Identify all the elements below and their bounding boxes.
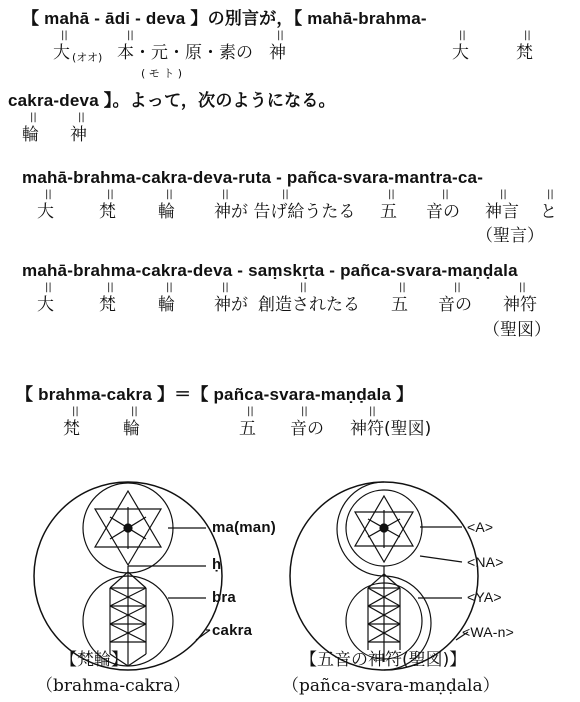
gloss-on-no: 音の bbox=[438, 295, 472, 315]
gloss-kami-tsugetamau: 神が 告げ給うたる bbox=[214, 202, 356, 222]
brahma-cakra-figure bbox=[34, 482, 222, 670]
eq-mark: || bbox=[301, 406, 308, 417]
eq-mark: || bbox=[247, 406, 254, 417]
gloss-kami: 神 bbox=[269, 43, 286, 63]
eq-mark: || bbox=[524, 30, 531, 41]
line5-roman: 【 brahma-cakra 】＝【 pañca-svara-maṇḍala 】 bbox=[16, 385, 414, 404]
gloss-moto: 本・元・原・素の bbox=[117, 43, 253, 63]
gloss-rin: 輪 bbox=[123, 419, 140, 439]
eq-mark: || bbox=[442, 189, 449, 200]
eq-mark: || bbox=[519, 282, 526, 293]
eq-mark: || bbox=[78, 112, 85, 123]
caption-right-jp: 【五音の神符(聖図)】 bbox=[300, 650, 467, 670]
label-ya: <YA> bbox=[467, 589, 502, 605]
gloss-dai: 大 bbox=[37, 202, 54, 222]
panca-svara-mandala-figure bbox=[290, 482, 478, 670]
eq-mark: || bbox=[45, 282, 52, 293]
gloss-dai: 大 bbox=[53, 43, 70, 63]
eq-mark: || bbox=[131, 406, 138, 417]
gloss-go: 五 bbox=[380, 202, 397, 222]
eq-mark: || bbox=[500, 189, 507, 200]
eq-mark: || bbox=[388, 189, 395, 200]
eq-mark: || bbox=[72, 406, 79, 417]
gloss-dai: 大 bbox=[37, 295, 54, 315]
note-seigen: （聖言） bbox=[476, 226, 544, 246]
gloss-go: 五 bbox=[239, 419, 256, 439]
gloss-shingen: 神言 bbox=[485, 202, 519, 222]
label-visarga: ḥ bbox=[212, 556, 222, 573]
gloss-bon: 梵 bbox=[63, 419, 80, 439]
gloss-souzou: 創造されたる bbox=[258, 295, 360, 315]
gloss-reading-oo: (オオ) bbox=[72, 51, 103, 64]
gloss-rin: 輪 bbox=[158, 202, 175, 222]
eq-mark: || bbox=[61, 30, 68, 41]
line2-roman: cakra-deva 】。よって，次のようになる。 bbox=[8, 91, 336, 110]
gloss-on-no: 音の bbox=[290, 419, 324, 439]
gloss-shinpu-seizu: 神符(聖図) bbox=[350, 419, 432, 439]
eq-mark: || bbox=[166, 282, 173, 293]
eq-mark: || bbox=[369, 406, 376, 417]
gloss-bon: 梵 bbox=[99, 202, 116, 222]
gloss-reading-moto: ( モ ト ) bbox=[141, 67, 183, 80]
eq-mark: || bbox=[222, 282, 229, 293]
gloss-on-no: 音の bbox=[426, 202, 460, 222]
caption-right-roman: （pañca-svara-maṇḍala） bbox=[282, 676, 500, 696]
caption-left-jp: 【梵輪】 bbox=[60, 650, 128, 670]
label-a: <A> bbox=[467, 519, 494, 535]
eq-mark: || bbox=[45, 189, 52, 200]
eq-mark: || bbox=[107, 282, 114, 293]
eq-mark: || bbox=[30, 112, 37, 123]
gloss-rin: 輪 bbox=[158, 295, 175, 315]
gloss-kami-ga: 神が bbox=[214, 295, 248, 315]
label-na: <NA> bbox=[467, 554, 504, 570]
caption-left-roman: （brahma-cakra） bbox=[36, 676, 191, 696]
gloss-to: と bbox=[540, 202, 557, 222]
eq-mark: || bbox=[547, 189, 554, 200]
gloss-dai: 大 bbox=[452, 43, 469, 63]
gloss-kami: 神 bbox=[70, 125, 87, 145]
gloss-shinpu: 神符 bbox=[503, 295, 537, 315]
eq-mark: || bbox=[282, 189, 289, 200]
eq-mark: || bbox=[166, 189, 173, 200]
eq-mark: || bbox=[454, 282, 461, 293]
eq-mark: || bbox=[127, 30, 134, 41]
eq-mark: || bbox=[399, 282, 406, 293]
gloss-bon: 梵 bbox=[99, 295, 116, 315]
gloss-go: 五 bbox=[391, 295, 408, 315]
eq-mark: || bbox=[300, 282, 307, 293]
line1-roman: 【 mahā - ādi - deva 】の別言が，【 mahā-brahma- bbox=[22, 9, 427, 28]
label-wa-n: <WA-n> bbox=[462, 624, 515, 640]
label-bra: bra bbox=[212, 589, 236, 606]
note-seizu: （聖図） bbox=[483, 320, 551, 340]
eq-mark: || bbox=[277, 30, 284, 41]
label-cakra: cakra bbox=[212, 622, 253, 639]
gloss-bon: 梵 bbox=[516, 43, 533, 63]
gloss-rin: 輪 bbox=[22, 125, 39, 145]
label-ma-man: ma(man) bbox=[212, 519, 276, 536]
eq-mark: || bbox=[222, 189, 229, 200]
eq-mark: || bbox=[107, 189, 114, 200]
line3-roman: mahā-brahma-cakra-deva-ruta - pañca-svara-mantra-ca- bbox=[22, 168, 484, 187]
eq-mark: || bbox=[459, 30, 466, 41]
line4-roman: mahā-brahma-cakra-deva - saṃskṛta - pañca-svara-maṇḍala bbox=[22, 261, 518, 280]
